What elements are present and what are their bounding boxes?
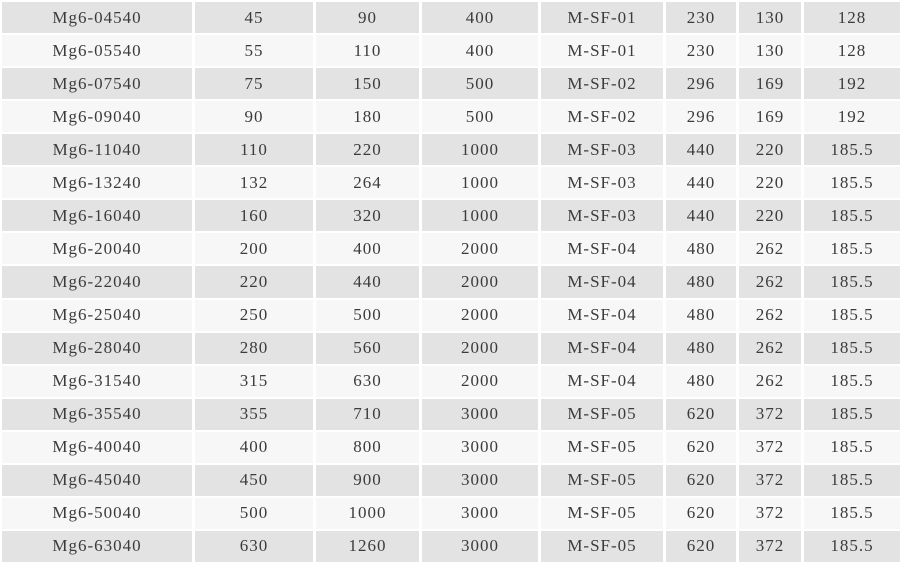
- value-cell: 296: [666, 68, 736, 99]
- model-cell: Mg6-11040: [2, 134, 192, 165]
- value-cell: 320: [316, 200, 419, 231]
- value-cell: 630: [195, 531, 313, 562]
- value-cell: 2000: [422, 333, 538, 364]
- value-cell: M-SF-04: [541, 266, 663, 297]
- model-cell: Mg6-28040: [2, 333, 192, 364]
- value-cell: 185.5: [804, 465, 900, 496]
- value-cell: 500: [195, 498, 313, 529]
- value-cell: 110: [316, 35, 419, 66]
- value-cell: 250: [195, 300, 313, 331]
- model-cell: Mg6-20040: [2, 233, 192, 264]
- value-cell: 110: [195, 134, 313, 165]
- value-cell: M-SF-04: [541, 233, 663, 264]
- value-cell: M-SF-05: [541, 498, 663, 529]
- value-cell: 372: [739, 465, 801, 496]
- value-cell: 180: [316, 101, 419, 132]
- model-cell: Mg6-31540: [2, 366, 192, 397]
- value-cell: 169: [739, 101, 801, 132]
- value-cell: 500: [422, 101, 538, 132]
- value-cell: 128: [804, 35, 900, 66]
- value-cell: 800: [316, 432, 419, 463]
- value-cell: M-SF-02: [541, 101, 663, 132]
- value-cell: 710: [316, 399, 419, 430]
- value-cell: M-SF-04: [541, 333, 663, 364]
- value-cell: 2000: [422, 233, 538, 264]
- value-cell: 220: [739, 200, 801, 231]
- value-cell: 185.5: [804, 531, 900, 562]
- value-cell: 160: [195, 200, 313, 231]
- value-cell: 480: [666, 300, 736, 331]
- value-cell: 500: [422, 68, 538, 99]
- value-cell: 262: [739, 266, 801, 297]
- value-cell: M-SF-03: [541, 200, 663, 231]
- value-cell: 130: [739, 2, 801, 33]
- value-cell: 280: [195, 333, 313, 364]
- model-cell: Mg6-07540: [2, 68, 192, 99]
- value-cell: 128: [804, 2, 900, 33]
- model-cell: Mg6-25040: [2, 300, 192, 331]
- value-cell: 315: [195, 366, 313, 397]
- value-cell: 220: [739, 167, 801, 198]
- value-cell: 620: [666, 498, 736, 529]
- value-cell: 1000: [316, 498, 419, 529]
- value-cell: 372: [739, 498, 801, 529]
- value-cell: 185.5: [804, 300, 900, 331]
- value-cell: 440: [316, 266, 419, 297]
- model-cell: Mg6-40040: [2, 432, 192, 463]
- value-cell: 2000: [422, 366, 538, 397]
- value-cell: 3000: [422, 531, 538, 562]
- value-cell: 480: [666, 333, 736, 364]
- value-cell: 2000: [422, 300, 538, 331]
- value-cell: 1000: [422, 134, 538, 165]
- value-cell: 440: [666, 167, 736, 198]
- value-cell: 192: [804, 101, 900, 132]
- value-cell: 262: [739, 366, 801, 397]
- value-cell: M-SF-01: [541, 2, 663, 33]
- value-cell: 264: [316, 167, 419, 198]
- value-cell: 169: [739, 68, 801, 99]
- value-cell: 262: [739, 333, 801, 364]
- value-cell: 400: [422, 35, 538, 66]
- value-cell: 185.5: [804, 167, 900, 198]
- value-cell: 185.5: [804, 266, 900, 297]
- model-cell: Mg6-45040: [2, 465, 192, 496]
- value-cell: 185.5: [804, 366, 900, 397]
- value-cell: M-SF-01: [541, 35, 663, 66]
- value-cell: 185.5: [804, 233, 900, 264]
- value-cell: M-SF-05: [541, 531, 663, 562]
- value-cell: 400: [195, 432, 313, 463]
- value-cell: 296: [666, 101, 736, 132]
- value-cell: 500: [316, 300, 419, 331]
- model-cell: Mg6-13240: [2, 167, 192, 198]
- value-cell: 3000: [422, 399, 538, 430]
- value-cell: 185.5: [804, 134, 900, 165]
- value-cell: 620: [666, 531, 736, 562]
- value-cell: 480: [666, 266, 736, 297]
- model-cell: Mg6-09040: [2, 101, 192, 132]
- value-cell: 45: [195, 2, 313, 33]
- value-cell: 630: [316, 366, 419, 397]
- value-cell: 220: [739, 134, 801, 165]
- value-cell: 480: [666, 366, 736, 397]
- value-cell: 372: [739, 432, 801, 463]
- value-cell: 90: [316, 2, 419, 33]
- model-cell: Mg6-35540: [2, 399, 192, 430]
- value-cell: 620: [666, 465, 736, 496]
- value-cell: M-SF-04: [541, 366, 663, 397]
- value-cell: 262: [739, 233, 801, 264]
- model-cell: Mg6-04540: [2, 2, 192, 33]
- model-cell: Mg6-22040: [2, 266, 192, 297]
- value-cell: M-SF-05: [541, 399, 663, 430]
- value-cell: 230: [666, 35, 736, 66]
- value-cell: M-SF-03: [541, 167, 663, 198]
- value-cell: 400: [316, 233, 419, 264]
- model-cell: Mg6-50040: [2, 498, 192, 529]
- value-cell: 3000: [422, 432, 538, 463]
- value-cell: 620: [666, 399, 736, 430]
- value-cell: 355: [195, 399, 313, 430]
- value-cell: 185.5: [804, 333, 900, 364]
- model-cell: Mg6-16040: [2, 200, 192, 231]
- value-cell: M-SF-05: [541, 432, 663, 463]
- value-cell: 1000: [422, 200, 538, 231]
- value-cell: 372: [739, 531, 801, 562]
- value-cell: M-SF-05: [541, 465, 663, 496]
- value-cell: 560: [316, 333, 419, 364]
- value-cell: 90: [195, 101, 313, 132]
- value-cell: 200: [195, 233, 313, 264]
- value-cell: 620: [666, 432, 736, 463]
- value-cell: 55: [195, 35, 313, 66]
- value-cell: 372: [739, 399, 801, 430]
- value-cell: 440: [666, 200, 736, 231]
- value-cell: 192: [804, 68, 900, 99]
- value-cell: M-SF-02: [541, 68, 663, 99]
- value-cell: 450: [195, 465, 313, 496]
- value-cell: 3000: [422, 498, 538, 529]
- model-cell: Mg6-05540: [2, 35, 192, 66]
- value-cell: 1000: [422, 167, 538, 198]
- value-cell: 262: [739, 300, 801, 331]
- value-cell: 220: [316, 134, 419, 165]
- value-cell: 440: [666, 134, 736, 165]
- value-cell: 185.5: [804, 200, 900, 231]
- value-cell: 185.5: [804, 498, 900, 529]
- value-cell: 900: [316, 465, 419, 496]
- value-cell: 150: [316, 68, 419, 99]
- value-cell: 480: [666, 233, 736, 264]
- value-cell: M-SF-03: [541, 134, 663, 165]
- value-cell: M-SF-04: [541, 300, 663, 331]
- value-cell: 230: [666, 2, 736, 33]
- value-cell: 185.5: [804, 399, 900, 430]
- value-cell: 132: [195, 167, 313, 198]
- value-cell: 2000: [422, 266, 538, 297]
- value-cell: 3000: [422, 465, 538, 496]
- value-cell: 400: [422, 2, 538, 33]
- value-cell: 1260: [316, 531, 419, 562]
- value-cell: 75: [195, 68, 313, 99]
- value-cell: 220: [195, 266, 313, 297]
- value-cell: 130: [739, 35, 801, 66]
- model-cell: Mg6-63040: [2, 531, 192, 562]
- value-cell: 185.5: [804, 432, 900, 463]
